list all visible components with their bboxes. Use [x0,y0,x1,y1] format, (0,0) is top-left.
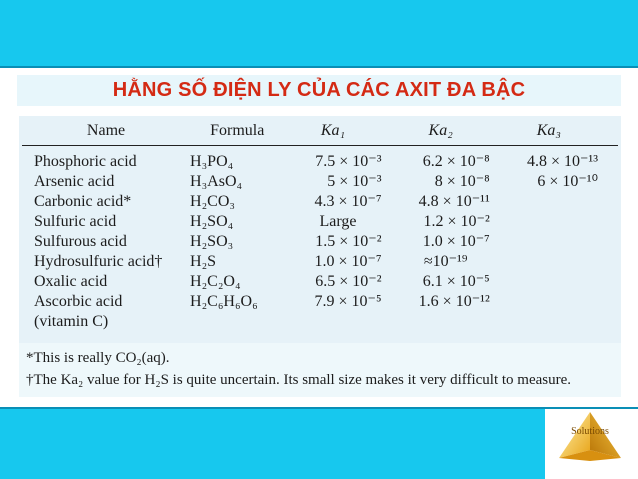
ka2-value: 6.2 × 10⁻⁸ [422,153,490,170]
table-row [22,312,618,332]
table-header-row [22,120,618,146]
header-name: Name [22,120,190,146]
logo-label: Solutions [571,426,609,437]
ka3-value [500,312,618,332]
ka1-value: 7.9 × 10⁻⁵ [314,293,382,310]
acid-formula: H₃AsO₄ [190,173,243,190]
ka1-value: 6.5 × 10⁻² [315,273,382,290]
slide-title: HẰNG SỐ ĐIỆN LY CỦA CÁC AXIT ĐA BẬC [112,79,526,101]
acid-name: Sulfurous acid [34,233,127,250]
ka2-value [392,312,500,332]
acid-formula: H₂C₆H₆O₆ [190,293,258,310]
table-row [22,172,618,192]
ka3-value [500,292,618,312]
ka2-value: 4.8 × 10⁻¹¹ [418,193,490,210]
table-row [22,232,618,252]
footnote-hydrosulfuric: †The Ka₂ value for H₂S is quite uncertain. Its small size makes it very difficult to measure. [26,372,572,388]
ka3-value [500,272,618,292]
acid-formula: H₂SO₃ [190,233,234,250]
ka1-value: 1.5 × 10⁻² [315,233,382,250]
ka2-value: 1.2 × 10⁻² [423,213,490,230]
footnote-carbonic: *This is really CO₂(aq). [26,350,170,366]
acid-name: Oxalic acid [34,273,108,290]
acid-name: Arsenic acid [34,173,115,190]
acid-formula: H₂SO₄ [190,213,234,230]
ka3-value [500,252,618,272]
acid-name: (vitamin C) [34,313,109,330]
ka2-value: 1.0 × 10⁻⁷ [422,233,490,250]
acid-name: Ascorbic acid [34,293,123,310]
top-banner-rule [0,66,638,68]
header-formula: Formula [190,120,284,146]
table-row [22,292,618,312]
table-row [22,252,618,272]
ka2-value: 8 × 10⁻⁸ [434,173,490,190]
acid-name: Sulfuric acid [34,213,117,230]
acid-constants-table [22,120,618,332]
acid-name: Carbonic acid* [34,193,132,210]
acid-formula: H₃PO₄ [190,153,234,170]
ka1-value: 7.5 × 10⁻³ [315,153,382,170]
ka1-value: 1.0 × 10⁻⁷ [314,253,382,270]
bottom-banner [0,409,545,479]
acid-formula [190,312,284,332]
ka3-value: 6 × 10⁻¹⁰ [537,173,598,190]
ka2-value: ≈10⁻¹⁹ [423,253,468,270]
ka2-value: 6.1 × 10⁻⁵ [422,273,490,290]
ka2-value: 1.6 × 10⁻¹² [418,293,490,310]
table-row [22,212,618,232]
ka1-value: 5 × 10⁻³ [327,173,382,190]
top-banner [0,0,638,66]
header-ka2: Ka₂ [392,120,500,146]
ka1-value: 4.3 × 10⁻⁷ [314,193,382,210]
table-row [22,272,618,292]
header-ka3: Ka₃ [500,120,618,146]
acid-formula: H₂S [190,253,217,270]
ka3-value [500,192,618,212]
acid-formula: H₂C₂O₄ [190,273,241,290]
ka1-value: Large [319,213,357,230]
title-bar [17,75,621,106]
acid-formula: H₂CO₃ [190,193,235,210]
table-row [22,146,618,173]
acid-name: Phosphoric acid [34,153,137,170]
ka3-value [500,212,618,232]
acid-name: Hydrosulfuric acid† [34,253,163,270]
ka1-value [284,312,391,332]
ka3-value [500,232,618,252]
ka3-value: 4.8 × 10⁻¹³ [526,153,598,170]
header-ka1: Ka₁ [284,120,391,146]
table-row [22,192,618,212]
